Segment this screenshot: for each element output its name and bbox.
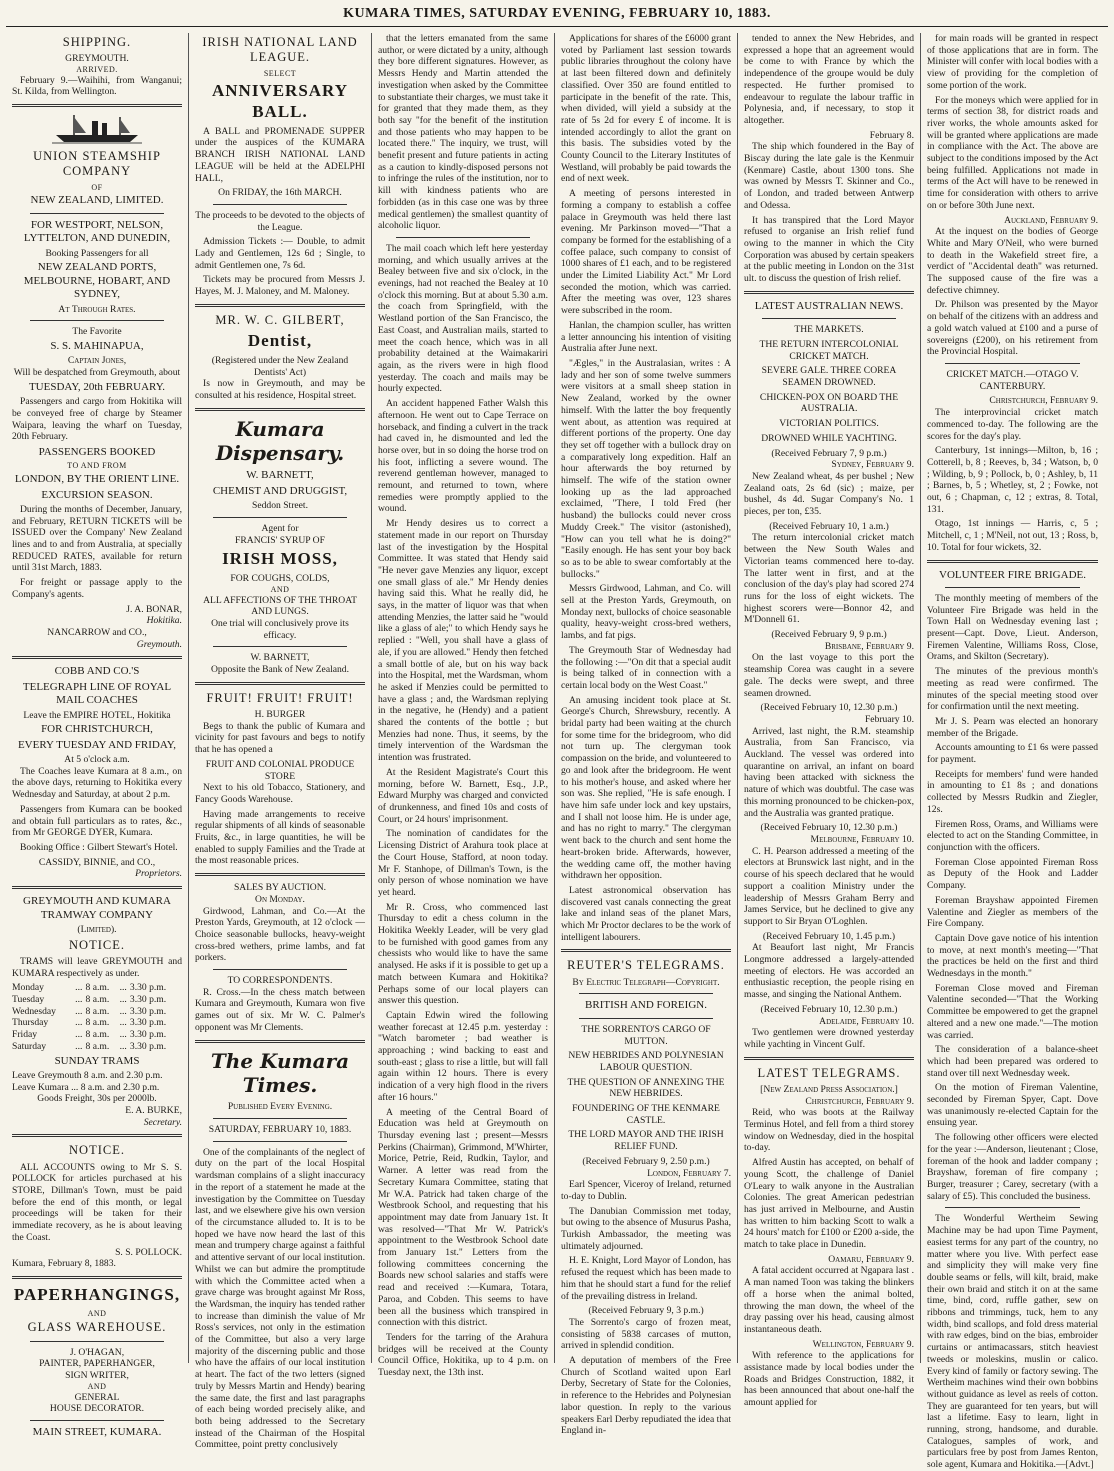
article-paragraph: The monthly meeting of members of the Volunteer Fire Brigade was held in the Town Hall on Wednesday evening last ; present—Capt. Dove, Lieut. Anderson, Firemen Valentine, Williams Ross, Close, Orams, and Skilton (Secretary). xyxy=(927,592,1098,663)
article-paragraph: Receipts for members' fund were handed in amounting to £1 8s ; and donations collected by Messrs Rudkin and Ziegler, 12s. xyxy=(927,768,1098,815)
irish-league-heading: IRISH NATIONAL LAND LEAGUE. xyxy=(202,35,358,65)
barnett-name-2: W. BARNETT, xyxy=(250,652,310,664)
limited-label: (Limited). xyxy=(77,923,117,935)
received-line: (Received February 9, 2.50 p.m.) xyxy=(582,1155,710,1167)
trial-text: One trial will conclusively prove its efficacy. xyxy=(211,617,349,641)
article-paragraph: Tenders for the tarring of the Arahura bridges will be received at the County Council Office, Hokitika, up to 4 p.m. on Tuesday next, the 13th inst. xyxy=(378,1331,548,1379)
telegram-text: Dr. Philson was presented by the Mayor on behalf of the citizens with an address and a gold watch valued at £100 and a purse of sovereigns (£200), on his retirement from the Provincial Hospital. xyxy=(927,299,1098,358)
timetable-cell: Friday xyxy=(12,1029,38,1041)
divider xyxy=(195,873,365,876)
through-rates: At Through Rates. xyxy=(58,303,136,315)
received-line: (Received February 10, 12.30 p.m.) xyxy=(760,822,898,834)
ports-list: FOR WESTPORT, NELSON, LYTTELTON, AND DUNEDIN, xyxy=(23,218,171,245)
steamship-icon xyxy=(52,113,142,145)
dentist-text: Is now in Greymouth, and may be consulted at his residence, Hospital street. xyxy=(195,378,365,401)
article-paragraph: The nomination of candidates for the Licensing District of Arahura took place at the Court House, Stafford, at noon today. Mr F. Stanhope, of Dillman's Town, is the only person of whose nomination we have yet heard. xyxy=(378,828,548,898)
divider xyxy=(396,237,530,238)
press-association: [New Zealand Press Association.] xyxy=(760,1083,898,1095)
coach-text: The Coaches leave Kumara at 8 a.m., on the above days, returning to Hokitika every Wednesday and Saturday, at about 2 p.m. xyxy=(12,765,182,801)
telegram-text: The Danubian Commission met today, but owing to the absence of Musurus Pasha, Turkish Ambassador, the meeting was ultimately adjourned. xyxy=(561,1205,731,1252)
divider xyxy=(12,1276,182,1279)
timetable-row xyxy=(12,994,182,1006)
union-company: UNION STEAMSHIP COMPANY xyxy=(33,149,161,179)
article-paragraph: Captain Dove gave notice of his intention to move, at next month's meeting—"That the practices be held on the first and third Wednesdays in the month." xyxy=(927,932,1098,980)
divider xyxy=(579,993,713,994)
article-paragraph: An amusing incident took place at St. George's Church, Shrewsbury, recently. A bridal party had been waiting at the church for some time for the bridegroom, who did not turn up. The clergyman took compassion on the bride, and volunteered to go and look after the bridegroom. He went to his mother's house, and asked where her son was. She replied, "He is safe enough. I have him safe under lock and key upstairs, and I shall not loose him. He is under age, and has no right to marry." The clergyman went back to the church and sent home the heart-broken bride. Afterwards, however, the wedding came off, the mother having withdrawn her opposition. xyxy=(561,694,731,882)
booking-office: Booking Office : Gilbert Stewart's Hotel. xyxy=(20,842,178,853)
gilbert-heading: MR. W. C. GILBERT, xyxy=(215,312,345,327)
agent-nancarrow: NANCARROW and CO., xyxy=(47,626,147,638)
timetable-cell: 3.30 p.m. xyxy=(129,1029,167,1041)
timetable-cell: Monday xyxy=(12,982,44,994)
passengers-booked: PASSENGERS BOOKED xyxy=(38,445,156,458)
freight-text: For freight or passage apply to the Company's agents. xyxy=(12,577,182,600)
timetable-cell: ... xyxy=(119,982,127,994)
article-paragraph: A meeting of the Central Board of Education was held at Greymouth on Thursday evening last ; present—Messrs Perkins (Chairman), Grimmond, M'Whirter, Morice, Petrie, Reid, Rudkin, Taylor, and Warner. A letter was read from the Secretary Kumara Committee, stating that Mr W.A. Patrick had taken charge of the Westbrook School, and requesting that his appointment may date from January 1st. It was resolved—"That Mr W. Patrick's appointment to the Westbrook School date from January 1st." Letters from the following committees concerning the Boards new school salaries and staffs were read and received :—Kumara, Totara, Paroa, and Cobden. This seems to have been all the business which transpired in connection with this district. xyxy=(378,1106,548,1329)
to-and-from: TO AND FROM xyxy=(67,461,127,471)
painter-label: PAINTER, PAPERHANGER, xyxy=(39,1358,155,1370)
telegram-text: A deputation of members of the Free Church of Scotland waited upon Earl Derby, Secretary of State for the Colonies, in reference to the Hebrides and Polynesian labor question. In reply to the various speakers Earl Derby repudiated the idea that England in- xyxy=(561,1355,731,1437)
article-paragraph: The Greymouth Star of Wednesday had the following :—"On dit that a special audit is being talked of in connection with a certain local body on the West Coast." xyxy=(561,644,731,691)
telegram-text: C. H. Pearson addressed a meeting of the electors at Brunswick last night, and in the course of his speech declared that he would support a coalition Ministry under the leadership of Messrs Graham Berry and James Service, but he declined to give any support to Sir Bryan O'Loghlen. xyxy=(744,845,914,927)
news-headline: CHICKEN-POX ON BOARD THE AUSTRALIA. xyxy=(759,391,899,415)
dateline: Adelaide, February 10. xyxy=(819,1015,914,1027)
article-paragraph: Foreman Close appointed Fireman Ross as Deputy of the Hook and Ladder Company. xyxy=(927,856,1098,892)
news-headline: THE LORD MAYOR AND THE IRISH RELIEF FUND. xyxy=(568,1129,724,1153)
despatched-text: Will be despatched from Greymouth, about xyxy=(13,367,181,379)
booking-label: Booking Passengers for all xyxy=(45,247,149,259)
news-headline: SEVERE GALE. THREE COREA SEAMEN DROWNED. xyxy=(761,365,897,388)
agent-town: Hokitika. xyxy=(146,615,182,627)
timetable-cell: ... xyxy=(119,1005,127,1017)
timetable-cell: ... xyxy=(75,1029,83,1041)
dateline: Brisbane, February 9. xyxy=(824,640,914,652)
ball-text: A BALL and PROMENADE SUPPER under the auspices of the KUMARA BRANCH IRISH NATIONAL LAND LEAGUE will be held at the ADELPHI HALL, xyxy=(195,125,365,184)
accounts-notice: ALL ACCOUNTS owing to Mr S. S. POLLOCK for articles purchased at his STORE, Dillman's Town, must be paid before the end of this month, or legal proceedings will be taken for their immediate recovery, as he is about leaving the Coast. xyxy=(12,1161,182,1243)
article-paragraph: Mr R. Cross, who commenced last Thursday to edit a chess column in the Hokitika Weekly Leader, will be very glad to be furnished with good games from any chessists who would like to have the same analysed. He asks if it is possible to get up a match between Kumara and Hokitika? Perhaps some of our local players can answer this question. xyxy=(378,901,548,1007)
telegram-text: For the moneys which were applied for in terms of section 38, for district roads and river works, the whole amounts asked for will be granted where applications are made in compliance with the Act. The above are subject to the conditions imposed by the Act being fulfilled. Applications not made in terms of the Act will have to be renewed in time for consideration with others to arrive on or before 30th June next. xyxy=(927,94,1098,211)
published-label: Published Every Evening. xyxy=(227,1101,333,1113)
timetable-cell: 3.30 p.m. xyxy=(129,993,167,1005)
news-headline: FOUNDERING OF THE KENMARE CASTLE. xyxy=(572,1103,720,1126)
dateline: Sydney, February 9. xyxy=(831,459,914,471)
telegram-text: Earl Spencer, Viceroy of Ireland, returned to-day to Dublin. xyxy=(561,1179,731,1202)
favorite-label: The Favorite xyxy=(72,326,122,338)
article-paragraph: The consideration of a balance-sheet which had been prepared was ordered to stand over till next Wednesday week. xyxy=(927,1044,1098,1079)
dateline: Wellington, February 9. xyxy=(812,1338,914,1350)
column-6 xyxy=(921,33,1104,1471)
francis-syrup: FRANCIS' SYRUP OF xyxy=(235,534,325,546)
timetable-cell: ... xyxy=(119,1040,127,1052)
divider xyxy=(30,320,164,321)
article-paragraph: Applications for shares of the £6000 grant voted by Parliament last session towards public libraries throughout the colony have at last been filtered down and definitely classified. Over 350 are found entitled to participate in the benefit of the rate. This, when divided, will yield a subsidy at the rate of 5s 2d for every £ of income. It is intended accordingly to allot the grant on this basis. The subsidies voted by the County Council to the Literary Institutes of Westland, will probably be paid towards the end of next week. xyxy=(561,33,731,185)
nz-limited: NEW ZEALAND, LIMITED. xyxy=(30,194,164,207)
article-paragraph: Mr Hendy desires us to correct a statement made in our report on Thursday last of the investigation by the Hospital Committee. It was stated that Hendy said "He never gave Menzies any liquor, except one small glass of ale." Mr Hendy denies having said this. What he really did, he says, in the matter of liquor was that when attending Menzies, the latter said he "would like a glass of ale;" to which Hendy says he replied : "Well, you shall have a glass of ale, if you are allowed." Hendy then fetched a small bottle of ale, but on his way back into the Hospital, met the Wardsman, whom he asked if Menzies could be permitted to have a glass ; and, the Wardsman replying in the negative, he (Hendy) and a patient shared the contents of the bottle ; but Menzies had none. Thus, it seems, by the timely intervention of the Wardsman the intention was frustrated. xyxy=(378,518,548,764)
editorial-text: One of the complainants of the neglect of duty on the part of the local Hospital wardsman complains of a slight inaccuracy in the report of a statement he made at the investigation by the Committee on Tuesday last, and we elsewhere give his own version of the circumstance alluded to. It is to be hoped we have now heard the last of this mean and trumpery charge against a faithful and attentive servant of our local institution. Whilst we can but admire the promptitude with which the Committee acted when a grave charge was brought against Mr Ross, the Wardsman, the inquiry has tended rather to increase than diminish the value of Mr Ross's services, not only in the estimation of the Committee, but also a very large majority of the discerning public and those who have the affairs of our local institution at heart. The fact of the two letters (signed truly by Messrs Martin and Hendy) bearing the same date, the first and last paragraphs of each being worded precisely alike, and both being addressed to the Secretary instead of the Chairman of the Hospital Committee, point pretty conclusively xyxy=(195,1146,365,1451)
divider xyxy=(30,1341,164,1342)
telegram-text: The interprovincial cricket match commenced to-day. The following are the scores for the day's play. xyxy=(927,407,1098,442)
for-christchurch: FOR CHRISTCHURCH, xyxy=(41,723,153,736)
coughs-label: FOR COUGHS, COLDS, xyxy=(230,573,330,585)
divider xyxy=(30,1420,164,1421)
timetable-row xyxy=(12,1017,182,1029)
divider xyxy=(945,363,1080,364)
opposite-bank: Opposite the Bank of New Zealand. xyxy=(210,664,349,676)
advertisement-text: The Wonderful Wertheim Sewing Machine may be had upon Time Payment, easiest terms for any part of the country, no matter where you live. With perfect ease and simplicity they will make very fine double seams or fells, will kilt, braid, make their own braid and stitch it on at the same time, bind, cord, ruffle gather, sew on ribbons and trimmings, tuck, hem to any width, bind scallops, and fold dress material with raw edges, bind on the bias, embroider curtains or antimacassars, stitch heaviest tweeds or moleskins, muslin or calico. Every kind of family or factory sewing. The Wertheim machines wind their own bobbins without guidance as level as reels of cotton. They are guaranteed for ten years, but will last a lifetime. Easy to learn, light in running, strong, handsome, and durable. Catalogues, samples of work, and particulars free by post from James Renton, sole agent, Kumara and Hokitika.—[Advt.] xyxy=(927,1213,1098,1471)
ball-date: On FRIDAY, the 16th MARCH. xyxy=(218,187,342,199)
sunday-kumara: Leave Kumara ... 8 a.m. and 2.30 p.m. xyxy=(12,1081,160,1093)
article-paragraph: Foreman Brayshaw appointed Firemen Valentine and Ziegler as members of the Fire Company. xyxy=(927,894,1098,930)
dateline: February 8. xyxy=(869,129,914,141)
timetable-row xyxy=(12,982,182,994)
telegram-text: Alfred Austin has accepted, on behalf of young Scott, the challenge of Daniel O'Leary to walk anyone in the Australian Colonies. The great American pedestrian has just arrived in Melbourne, and Austin has written to him backing Scott to walk a 24 hours' match for £100 or £200 a-side, the match to take place in Dunedin. xyxy=(744,1157,914,1251)
dateline: Melbourne, February 10. xyxy=(810,834,914,845)
timetable-row xyxy=(12,1006,182,1018)
glass-warehouse: GLASS WAREHOUSE. xyxy=(27,1320,167,1335)
empire-hotel: Leave the EMPIRE HOTEL, Hokitika xyxy=(23,709,171,721)
and-label: AND xyxy=(87,1308,107,1318)
received-line: (Received February 7, 9 p.m.) xyxy=(771,447,887,459)
timetable-cell: ... xyxy=(119,1029,127,1041)
seddon-street: Seddon Street. xyxy=(252,500,308,512)
divider xyxy=(744,291,914,294)
dateline: Christchurch, February 9. xyxy=(805,1095,914,1107)
orient-line: LONDON, BY THE ORIENT LINE. xyxy=(14,473,180,486)
telegram-text: With reference to the applications for assistance made by local bodies under the Roads and Bridges Construction, 1882, it has been announced that about one-half the amount applied for xyxy=(744,1350,914,1409)
timetable-cell: 3.30 p.m. xyxy=(129,1017,167,1029)
irish-moss: IRISH MOSS, xyxy=(222,549,338,569)
article-paragraph: On the motion of Fireman Valentine, seconded by Fireman Spyer, Capt. Dove was unanimously re-elected Captain for the ensuing year. xyxy=(927,1082,1098,1129)
passengers-cargo-text: Passengers and cargo from Hokitika will be conveyed free of charge by Steamer Waipara, leaving the wharf on Tuesday, 20th February. xyxy=(12,396,182,443)
divider xyxy=(213,204,347,205)
captain-name: Captain Jones, xyxy=(67,355,127,367)
house-decorator: HOUSE DECORATOR. xyxy=(49,1403,145,1415)
news-headline: NEW HEBRIDES AND POLYNESIAN LABOUR QUESTION. xyxy=(568,1050,724,1073)
news-headline: THE RETURN INTERCOLONIAL CRICKET MATCH. xyxy=(759,338,899,362)
telegram-text: The return intercolonial cricket match between the New South Wales and Victorian teams commenced here to-day. The latter went in first, and at the conclusion of the day's play had scored 274 runs for the loss of eight wickets. The highest scorers were—Bonnor 42, and M'Donnell 61. xyxy=(744,532,914,626)
anniversary-ball: ANNIVERSARY BALL. xyxy=(211,81,349,121)
cobb-heading: COBB AND CO.'S xyxy=(54,665,140,678)
tram-timetable xyxy=(12,982,182,1052)
columns xyxy=(6,33,1108,1471)
article-paragraph: Hanlan, the champion sculler, has written a letter announcing his intention of visiting Australia after June next. xyxy=(561,319,731,355)
divider xyxy=(30,213,164,214)
article-paragraph: Accounts amounting to £1 6s were passed for payment. xyxy=(927,742,1098,766)
telegram-text: At the inquest on the bodies of George White and Mary O'Neil, who were burned to death in the Wakefield street fire, a verdict of "Accidental death" was returned. The supposed cause of the fire was a defective chimney. xyxy=(927,226,1098,296)
agent-bonar: J. A. BONAR, xyxy=(126,603,182,615)
received-line: (Received February 10, 1 a.m.) xyxy=(769,520,889,532)
divider xyxy=(762,318,896,319)
divider xyxy=(927,560,1098,563)
cross-note: R. Cross.—In the chess match between Kumara and Greymouth, Kumara won five games out of six. Mr W. C. Palmer's opponent was Mr Clements. xyxy=(195,986,365,1033)
article-paragraph: Firemen Ross, Orams, and Williams were elected to act on the Standing Committee, in conjunction with the officers. xyxy=(927,818,1098,853)
news-headline: VICTORIAN POLITICS. xyxy=(779,418,879,430)
timetable-cell: 8 a.m. xyxy=(85,1029,110,1041)
latest-telegrams-heading: LATEST TELEGRAMS. xyxy=(757,1065,901,1080)
dentist-heading: Dentist, xyxy=(247,331,313,351)
telegram-text: Reid, who was boots at the Railway Terminus Hotel, and fell from a third storey window on Wednesday, died in the hospital to-day. xyxy=(744,1107,914,1154)
timetable-cell: ... xyxy=(119,1017,127,1029)
notice-heading-2: NOTICE. xyxy=(69,1143,125,1158)
article-paragraph: "Ægles," in the Australasian, writes : A lady and her son of some twelve summers were visitors at a small sheep station in New Zealand, worked by the owner himself. With the latter the boy frequently went about, as attention was required at different portions of the property. One day they set off together with a bullock dray on a comparatively long expedition. Half an hour afterwards the boy returned by himself. The wife of the station owner looking up as the lad approached exclaimed, "There, I told Fred (her husband) the bullocks could never cross Muddy Creek." The visitor (astonished), "How can you tell what he is doing?" "Easily enough. He has sent your boy back so as to be able to swear comfortably at the bullocks." xyxy=(561,357,731,580)
burger-text: Begs to thank the public of Kumara and vicinity for past favours and begs to notify that he has opened a xyxy=(195,720,365,756)
article-paragraph: that the letters emanated from the same author, or were dictated by a unity, although they bore different signatures. However, as Messrs Hendy and Martin attended the investigation when asked by the Committee to substantiate their charges, we must take it for granted that they made them, as they both say "for the benefit of the institution and those patients who may happen to be located there." The inquiry, we trust, will benefit present and future patients in acting as a caution to kindly-disposed persons not to infringe the rules of the institution, nor to kill with kindness patients who are forbidden (as in this case one was by three medical gentlemen) the smallest quantity of alcoholic liquor. xyxy=(378,33,548,232)
timetable-row xyxy=(12,1029,182,1041)
tramway-heading: GREYMOUTH AND KUMARA TRAMWAY COMPANY xyxy=(23,895,171,921)
article-paragraph: The mail coach which left here yesterday morning, and which usually arrives at the Bealey between five and six o'clock, in the evenings, had not reached the Bealey at 10 o'clock this morning. But at about 5.30 a.m. the coach from Springfield, with the Westland portion of the San Francisco, the East Coast, and Australian mails, started to meet the coach hence, which was in all probability detained at the Waimakariri again, as the rivers were in high flood yesterday. The coach and mails may be hourly expected. xyxy=(378,242,548,395)
timetable-cell: ... xyxy=(119,993,127,1005)
issue-date: SATURDAY, FEBRUARY 10, 1883. xyxy=(208,1124,352,1136)
of-label: OF xyxy=(91,182,103,192)
news-headline: DROWNED WHILE YACHTING. xyxy=(761,432,897,444)
divider xyxy=(945,587,1080,588)
registered-text: (Registered under the New Zealand Dentists' Act) xyxy=(211,354,349,378)
cricket-scores: Otago, 1st innings — Harris, c, 5 ; Mitchell, c, 1 ; M'Neil, not out, 13 ; Ross, b, 10. Total for four wickets, 32. xyxy=(927,518,1098,553)
timetable-cell: ... xyxy=(75,1017,83,1029)
divider xyxy=(213,1118,347,1119)
coach-days: EVERY TUESDAY AND FRIDAY, xyxy=(17,738,177,751)
telegram-text: At Beaufort last night, Mr Francis Longmore addressed a largely-attended meeting of electors. He was accorded an enthusiastic reception, the people rising en masse, and singing the National Anthem. xyxy=(744,942,914,1001)
cricket-scores: Canterbury, 1st innings—Milton, b, 16 ; Cotterell, b, 8 ; Reeves, b, 34 ; Watson, b, 0 ; Wilding, b, 9 ; Pollock, b, 0 ; Ashley, b, 11 ; Barnes, b, 5 ; Whetley, st, 2 ; Fowke, not out, 6 ; Chapman, c, 12 ; extras, 8. Total, 131. xyxy=(927,445,1098,515)
general-label: GENERAL xyxy=(74,1391,120,1403)
divider xyxy=(213,646,347,647)
divider xyxy=(213,517,347,518)
column-2 xyxy=(189,33,372,1451)
divider xyxy=(579,1018,713,1019)
fruit-text: Next to his old Tobacco, Stationery, and Fancy Goods Warehouse. xyxy=(195,782,365,805)
news-headline: THE SORRENTO'S CARGO OF MUTTON. xyxy=(581,1023,711,1047)
proceeds-text: The proceeds to be devoted to the objects of the League. xyxy=(195,209,365,233)
telegram-text: It has transpired that the Lord Mayor refused to organise an Irish relief fund owing to the manner in which the City Corporation was abused by certain speakers at the public meeting in London on the 31st ult. to discuss the question of Irish relief. xyxy=(744,214,914,285)
dateline: Christchurch, February 9. xyxy=(989,395,1098,407)
timetable-cell: Wednesday xyxy=(12,1005,56,1017)
notice-heading: NOTICE. xyxy=(69,937,125,952)
divider xyxy=(195,682,365,685)
shipping-heading: SHIPPING. xyxy=(62,35,132,49)
divider xyxy=(195,408,365,411)
telegram-text: for main roads will be granted in respect of those applications that are in form. The Minister will confer with local bodies with a view of providing for the completion of some portion of the work. xyxy=(927,33,1098,91)
excursion-heading: EXCURSION SEASON. xyxy=(41,488,153,501)
nz-ports: NEW ZEALAND PORTS, MELBOURNE, HOBART, AND SYDNEY, xyxy=(23,261,171,301)
article-paragraph: Mr J. S. Pearn was elected an honorary member of the Brigade. xyxy=(927,715,1098,739)
timetable-cell: 8 a.m. xyxy=(85,1017,110,1029)
article-paragraph: The following other officers were elected for the year :—Anderson, lieutenant ; Close, foreman of the hook and ladder company ; Brayshaw, foreman of fire company ; Burger, treasurer ; Carey, secretary (with a salary of £5). This concluded the business. xyxy=(927,1132,1098,1202)
article-paragraph: Latest astronomical observation has discovered vast canals connecting the great lake and inland seas of the planet Mars, which Mr Proctor declares to be the work of intelligent labourers. xyxy=(561,884,731,943)
column-5 xyxy=(738,33,921,1409)
article-paragraph: At the Resident Magistrate's Court this morning, before W. Barnett, Esq., J.P., Edward Murphy was charged and convicted of drunkenness, and fined 10s and costs of Court, or 24 hours' imprisonment. xyxy=(378,766,548,825)
column-3 xyxy=(372,33,555,1379)
divider xyxy=(213,969,347,970)
timetable-cell: 8 a.m. xyxy=(85,1040,110,1052)
sales-heading: SALES BY AUCTION. xyxy=(233,882,327,894)
cassidy: CASSIDY, BINNIE, and CO., xyxy=(38,856,156,868)
dateline: February 10. xyxy=(864,713,914,725)
correspondents-heading: TO CORRESPONDENTS. xyxy=(227,975,333,987)
telegram-text: Arrived, last night, the R.M. steamship Australia, from San Francisco, via Auckland. The vessel was ordered into quarantine on arrival, an infant on board having been attacked with sickness the nature of which was doubtful. The case was this morning pronounced to be chicken-pox, and the Australia was granted pratique. xyxy=(744,725,914,819)
divider xyxy=(12,1134,182,1137)
masthead: KUMARA TIMES, SATURDAY EVENING, FEBRUARY 10, 1883. xyxy=(6,6,1108,27)
telegraph-line: TELEGRAPH LINE OF ROYAL MAIL COACHES xyxy=(22,680,172,707)
timetable-cell: ... xyxy=(75,993,83,1005)
telegram-text: The Sorrento's cargo of frozen meat, consisting of 5838 carcases of mutton, arrived in splendid condition. xyxy=(561,1316,731,1352)
telegram-text: tended to annex the New Hebrides, and expressed a hope that an agreement would be come to with France by which the independence of the groupe would be duly respected. He further promised to endeavour to regulate the labour traffic in Polynesia, and, if necessary, to stop it altogether. xyxy=(744,33,914,126)
agent-label: Agent for xyxy=(261,522,299,534)
select-label: SELECT xyxy=(263,68,297,78)
admission-text: Admission Tickets :— Double, to admit Lady and Gentlemen, 12s 6d ; Single, to admit Gentlemen one, 7s 6d. xyxy=(195,236,365,271)
timetable-cell: 3.30 p.m. xyxy=(129,1040,167,1052)
cricket-heading: CRICKET MATCH.—OTAGO V. CANTERBURY. xyxy=(946,368,1079,392)
main-street: MAIN STREET, KUMARA. xyxy=(32,1426,162,1438)
and-label-2: AND xyxy=(87,1381,107,1391)
dateline: Oamaru, February 9. xyxy=(828,1253,914,1265)
australian-news-heading: LATEST AUSTRALIAN NEWS. xyxy=(754,299,904,312)
article-paragraph: An accident happened Father Walsh this afternoon. He went out to Cape Terrace on horseback, and finding a culvert in the track had caved in, he dismounted and led the horse over, but in so doing the horse trod on his foot, inflicting a severe wound. The reverend gentleman however, managed to remount, and returned to town, where remedies were promptly applied to the wound. xyxy=(378,398,548,515)
coach-text-2: Passengers from Kumara can be booked and obtain full particulars as to rates, &c., from Mr GEORGE DYER, Kumara. xyxy=(12,803,182,839)
chemist-label: CHEMIST AND DRUGGIST, xyxy=(212,484,348,497)
timetable-cell: 3.30 p.m. xyxy=(129,1005,167,1017)
timetable-cell: Saturday xyxy=(12,1040,47,1052)
sign-writer: SIGN WRITER, xyxy=(65,1370,129,1382)
telegram-text: New Zealand wheat, 4s per bushel ; New Zealand oats, 2s 6d (sic) ; maize, per bushel, 4s 4d. Sugar Company's No. 1 pieces, per ton, £35. xyxy=(744,470,914,518)
received-line: (Received February 9, 9 p.m.) xyxy=(771,629,887,641)
divider xyxy=(12,886,182,889)
divider xyxy=(195,304,365,307)
received-line: (Received February 9, 3 p.m.) xyxy=(588,1305,704,1317)
timetable-cell: ... xyxy=(75,1040,83,1052)
timetable-cell: 8 a.m. xyxy=(85,993,110,1005)
divider xyxy=(945,1207,1080,1208)
received-line: (Received February 10, 12.30 p.m.) xyxy=(760,1003,898,1015)
dateline: London, February 7. xyxy=(647,1167,731,1179)
arrivals-text: February 9.—Waihihi, from Wanganui; St. Kilda, from Wellington. xyxy=(12,74,182,98)
coach-time: At 5 o'clock a.m. xyxy=(64,754,130,766)
excursion-text: During the months of December, January, and February, RETURN TICKETS will be ISSUED over the Company' New Zealand lines and to and from Australia, at specially REDUCED RATES, available for return until 31st March, 1883. xyxy=(12,503,182,574)
goods-freight: Goods Freight, 30s per 2000lb. xyxy=(37,1093,157,1105)
paperhangings-heading: PAPERHANGINGS, xyxy=(13,1285,181,1304)
ship-name: S. S. MAHINAPUA, xyxy=(50,339,144,352)
fruit-text-2: Having made arrangements to receive regular shipments of all kinds of seasonable Fruits, &c., in large quantities, he will be enabled to supply Families and the Trade at the most reasonable prices. xyxy=(195,808,365,867)
barnett-name: W. BARNETT, xyxy=(246,469,314,482)
timetable-cell: Thursday xyxy=(12,1017,49,1029)
divider xyxy=(213,1141,347,1142)
girdwood-sale: Girdwood, Lahman, and Co.—At the Preston Yards, Greymouth, at 12 o'clock — Choice seasonable bullocks, heavy-weight cross-bred wethers, prime lambs, and fat porkers. xyxy=(195,905,365,964)
arrived-label: ARRIVED. xyxy=(76,64,118,74)
sunday-trams: SUNDAY TRAMS xyxy=(54,1054,140,1067)
article-paragraph: Captain Edwin wired the following weather forecast at 12.45 p.m. yesterday : "Watch barometer ; bad weather is approaching ; wind backing to east and south-east ; glass to rise a little, but will fall again within 12 hours. There is every indication of a very high flood in the rivers after 16 hours." xyxy=(378,1009,548,1103)
news-headline: THE MARKETS. xyxy=(794,324,864,336)
fruit-heading: FRUIT! FRUIT! FRUIT! xyxy=(206,690,354,705)
burger-name: H. BURGER xyxy=(254,709,306,721)
received-line: (Received February 10, 1.45 p.m.) xyxy=(762,930,896,942)
pollock-date: Kumara, February 8, 1883. xyxy=(12,1258,116,1270)
timetable-cell: ... xyxy=(75,1005,83,1017)
article-paragraph: Messrs Girdwood, Lahman, and Co. will sell at the Preston Yards, Greymouth, on Monday next, bullocks of choice seasonable quality, heavy-weight cross-bred wethers, lambs, and fat pigs. xyxy=(561,583,731,642)
telegram-text: On the last voyage to this port the steamship Corea was caught in a severe gale. The decks were swept, and three seamen drowned. xyxy=(744,652,914,699)
news-headline: THE QUESTION OF ANNEXING THE NEW HEBRIDES. xyxy=(567,1076,725,1100)
pollock-signature: S. S. POLLOCK. xyxy=(115,1246,182,1258)
secretary-label: Secretary. xyxy=(143,1116,182,1128)
divider xyxy=(12,104,182,107)
sunday-greymouth: Leave Greymouth 8 a.m. and 2.30 p.m. xyxy=(12,1069,163,1081)
dateline: Auckland, February 9. xyxy=(1004,214,1098,226)
telegram-text: H. E. Knight, Lord Mayor of London, has refused the request which has been made to him that he should start a fund for the relief of the prevailing distress in Ireland. xyxy=(561,1255,731,1302)
timetable-row xyxy=(12,1041,182,1053)
british-foreign: BRITISH AND FOREIGN. xyxy=(585,999,707,1012)
article-paragraph: Foreman Close moved and Fireman Valentine seconded—"That the Working Committee be empowered to get the grapnel altered and a new one made."—The motion was carried. xyxy=(927,982,1098,1041)
electric-telegraph: By Electric Telegraph—Copyright. xyxy=(572,976,720,988)
divider xyxy=(561,949,731,952)
column-1 xyxy=(6,33,189,1438)
dispensary-heading: Kumara Dispensary. xyxy=(215,416,345,466)
received-line: (Received February 10, 12.30 p.m.) xyxy=(760,702,898,714)
proprietors: Proprietors. xyxy=(135,868,182,880)
times-title: The Kumara Times. xyxy=(210,1048,350,1097)
article-paragraph: A meeting of persons interested in forming a company to establish a coffee palace in Greymouth was held there last evening. Mr Parkinson moved—"That a company be formed for the establishing of a coffee palace, such company to consist of 1000 shares of £1 each, and to be registered under the Limited Liability Act." Mr Lord seconded the motion, which was carried. After the meeting was over, 123 shares were subscribed in the room. xyxy=(561,188,731,317)
article-paragraph: The minutes of the previous month's meeting as read were confirmed. The minutes of the special meeting stood over for confirmation until the next meeting. xyxy=(927,666,1098,713)
burke-signature: E. A. BURKE, xyxy=(125,1105,182,1117)
timetable-cell: 8 a.m. xyxy=(85,982,110,994)
divider xyxy=(744,1057,914,1060)
fruit-store: FRUIT AND COLONIAL PRODUCE STORE xyxy=(205,758,355,782)
telegram-text: A fatal accident occurred at Ngapara last . A man named Toon was taking the blinkers off a horse when the animal bolted, throwing the man down, the wheel of the dray passing over his head, causing almost instantaneous death. xyxy=(744,1265,914,1335)
timetable-cell: ... xyxy=(75,982,83,994)
greymouth-heading: GREYMOUTH. xyxy=(65,53,129,65)
divider xyxy=(12,656,182,659)
telegram-text: Two gentlemen were drowned yesterday while yachting in Vincent Gulf. xyxy=(744,1027,914,1050)
departure-date: TUESDAY, 20th FEBRUARY. xyxy=(28,380,166,393)
telegram-text: The ship which foundered in the Bay of Biscay during the late gale is the Kenmuir (Kenmare) Castle, about 1300 tons. She was owned by Messrs T. Skinner and Co., of London, and traded between Antwerp and Odessa. xyxy=(744,141,914,211)
timetable-cell: 8 a.m. xyxy=(85,1005,110,1017)
column-4 xyxy=(555,33,738,1437)
fire-brigade-heading: VOLUNTEER FIRE BRIGADE. xyxy=(939,568,1086,581)
divider xyxy=(195,1040,365,1043)
reuters-heading: REUTER'S TELEGRAMS. xyxy=(567,958,725,973)
timetable-cell: Tuesday xyxy=(12,993,45,1005)
ohagan-name: J. O'HAGAN, xyxy=(69,1346,125,1358)
tickets-text: Tickets may be procured from Messrs J. Hayes, M. J. Maloney, and M. Maloney. xyxy=(195,274,365,298)
affections-label: ALL AFFECTIONS OF THE THROAT AND LUNGS. xyxy=(203,594,357,618)
and-label: AND xyxy=(270,584,290,594)
trams-text: TRAMS will leave GREYMOUTH and KUMARA respectively as under. xyxy=(12,955,182,979)
monday-label: On Monday. xyxy=(255,893,305,905)
agent-town-2: Greymouth. xyxy=(136,638,182,650)
timetable-cell: 3.30 p.m. xyxy=(129,982,167,994)
